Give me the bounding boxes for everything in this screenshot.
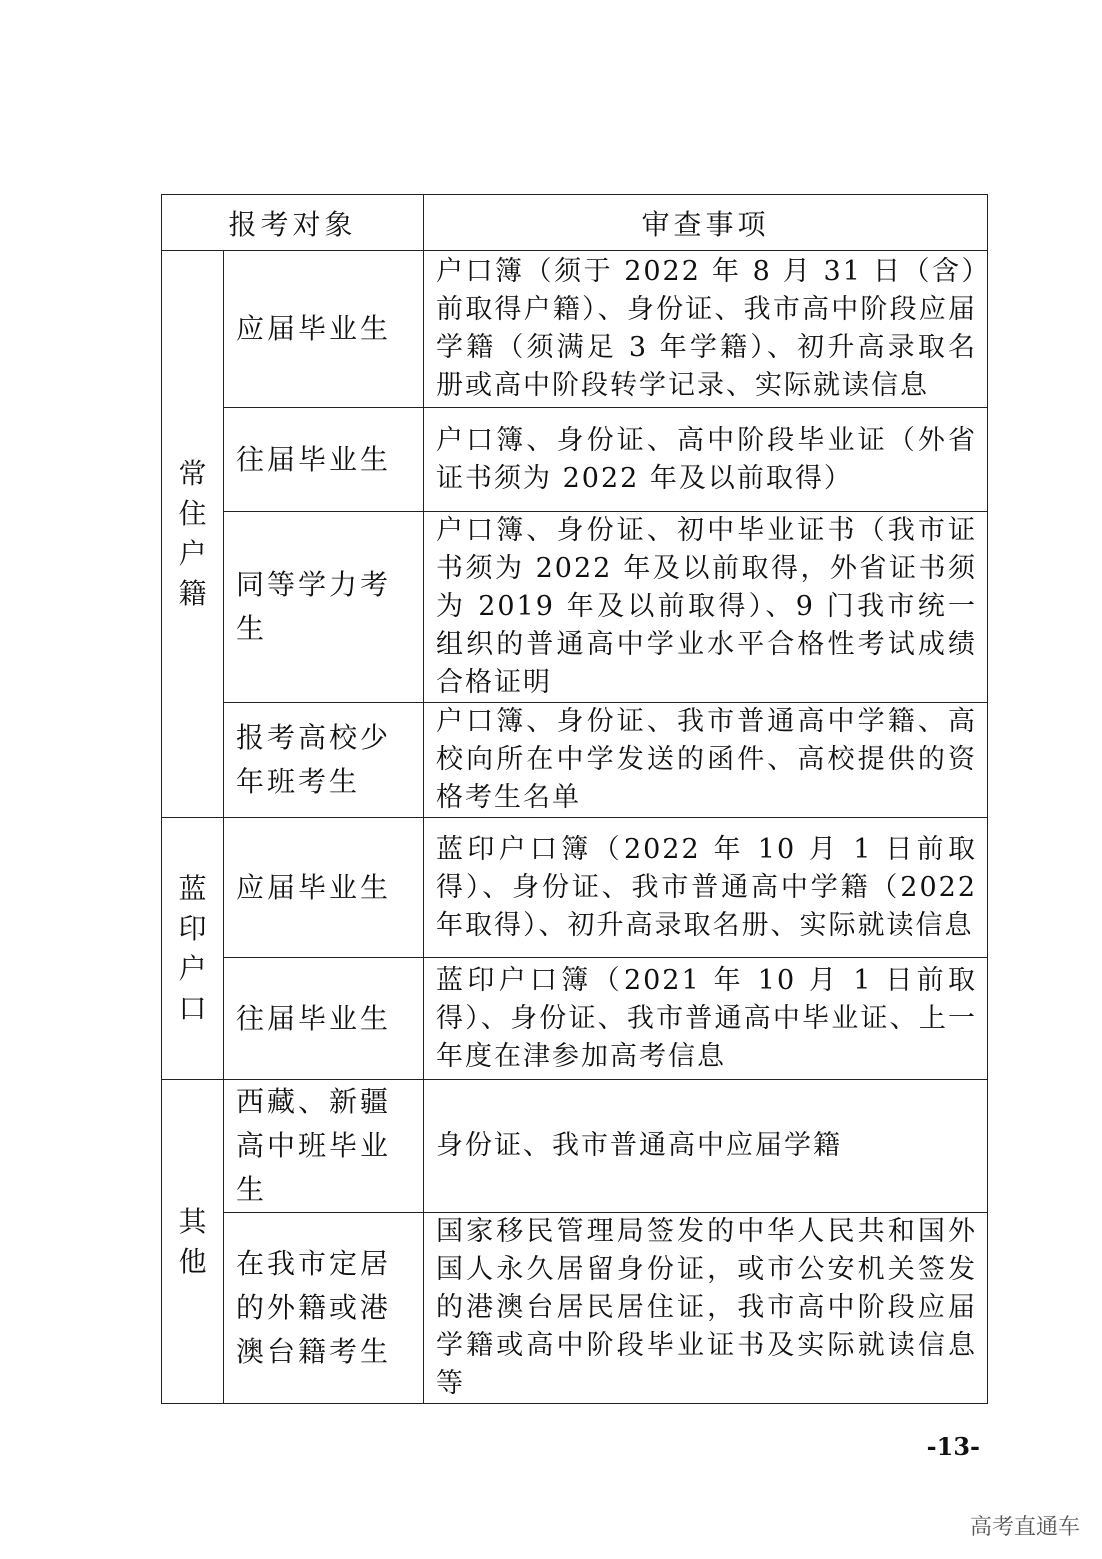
applicant-type-cell: 在我市定居的外籍或港澳台籍考生 [224, 1213, 424, 1404]
review-items-cell: 蓝印户口簿（2021 年 10 月 1 日前取得）、身份证、我市普通高中毕业证、上一年度在津参加高考信息 [424, 958, 988, 1080]
table-row [162, 512, 988, 703]
group-label: 常住户籍 [178, 457, 207, 610]
review-items-cell: 户口簿、身份证、高中阶段毕业证（外省证书须为 2022 年及以前取得） [424, 408, 988, 512]
applicant-type-cell: 应届毕业生 [224, 251, 424, 408]
group-label: 蓝印户口 [178, 871, 207, 1025]
table-row [162, 818, 988, 958]
group-cell-other [162, 1080, 224, 1404]
group-cell-resident [162, 251, 224, 818]
review-items-cell: 国家移民管理局签发的中华人民共和国外国人永久居留身份证，或市公安机关签发的港澳台居民居住证，我市高中阶段应届学籍或高中阶段毕业证书及实际就读信息等 [424, 1213, 988, 1404]
applicant-type-cell: 西藏、新疆高中班毕业生 [224, 1080, 424, 1213]
table-row [162, 1080, 988, 1213]
review-items-cell: 户口簿、身份证、我市普通高中学籍、高校向所在中学发送的函件、高校提供的资格考生名单 [424, 703, 988, 818]
table-row [162, 703, 988, 818]
review-items-cell: 蓝印户口簿（2022 年 10 月 1 日前取得）、身份证、我市普通高中学籍（2022 年取得）、初升高录取名册、实际就读信息 [424, 818, 988, 958]
applicant-type-cell: 应届毕业生 [224, 818, 424, 958]
table-row [162, 958, 988, 1080]
group-cell-blue-stamp [162, 818, 224, 1080]
watermark: 高考直通车 [969, 1515, 1080, 1540]
group-label: 其他 [178, 1204, 207, 1278]
table-header-row [162, 195, 988, 251]
header-applicant-type: 报考对象 [162, 195, 424, 251]
eligibility-review-table [161, 194, 988, 1404]
review-items-cell: 身份证、我市普通高中应届学籍 [424, 1080, 988, 1213]
table-row [162, 408, 988, 512]
review-items-cell: 户口簿（须于 2022 年 8 月 31 日（含）前取得户籍）、身份证、我市高中阶段应届学籍（须满足 3 年学籍）、初升高录取名册或高中阶段转学记录、实际就读信息 [424, 251, 988, 408]
applicant-type-cell: 往届毕业生 [224, 408, 424, 512]
header-review-items: 审查事项 [424, 195, 988, 251]
table-row [162, 1213, 988, 1404]
page-number: -13- [926, 1432, 980, 1461]
table-row [162, 251, 988, 408]
applicant-type-cell: 往届毕业生 [224, 958, 424, 1080]
applicant-type-cell: 报考高校少年班考生 [224, 703, 424, 818]
applicant-type-cell: 同等学力考生 [224, 512, 424, 703]
review-items-cell: 户口簿、身份证、初中毕业证书（我市证书须为 2022 年及以前取得，外省证书须为 2019 年及以前取得）、9 门我市统一组织的普通高中学业水平合格性考试成绩合格证明 [424, 512, 988, 703]
